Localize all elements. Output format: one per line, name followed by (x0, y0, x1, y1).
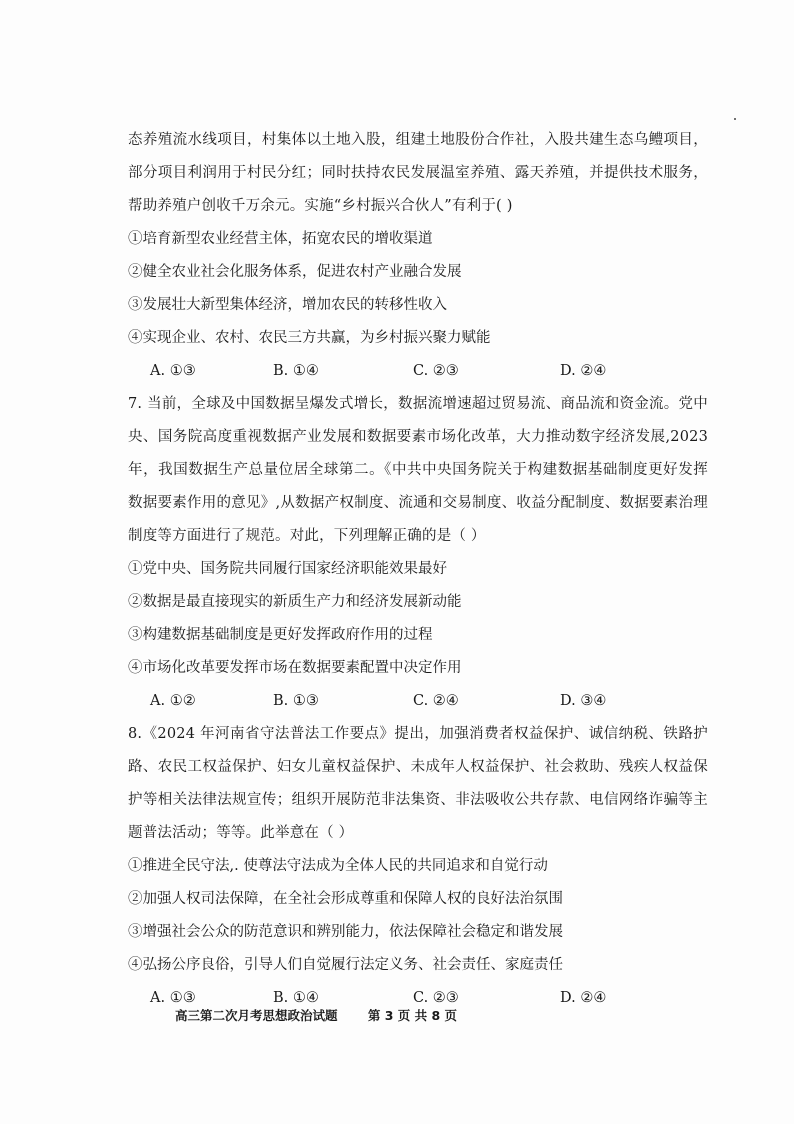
statement-option: ③构建数据基础制度是更好发挥政府作用的过程 (128, 627, 433, 643)
statement-option: ③增强社会公众的防范意识和辨别能力，依法保障社会稳定和谐发展 (128, 924, 563, 940)
choice-b: B. ①③ (273, 693, 319, 709)
statement-option: ①党中央、国务院共同履行国家经济职能效果最好 (128, 561, 447, 577)
statement-option: ③发展壮大新型集体经济，增加农民的转移性收入 (128, 297, 447, 313)
choice-d: D. ②④ (560, 363, 607, 379)
exam-title: 高三第二次月考思想政治试题 (175, 1008, 338, 1023)
statement-option: ④弘扬公序良俗，引导人们自觉履行法定义务、社会责任、家庭责任 (128, 957, 563, 973)
statement-option: ②健全农业社会化服务体系，促进农村产业融合发展 (128, 264, 462, 280)
page-content (128, 124, 708, 1015)
statement-option: ④实现企业、农村、农民三方共赢，为乡村振兴聚力赋能 (128, 330, 491, 346)
answer-choices (128, 685, 708, 718)
choice-c: C. ②③ (413, 363, 459, 379)
choice-c: C. ②③ (413, 990, 459, 1006)
question-stem: 态养殖流水线项目，村集体以土地入股，组建土地股份合作社，入股共建生态乌鳢项目，部分项目利润用于村民分红；同时扶持农民发展温室养殖、露天养殖，并提供技术服务，帮助养殖户创收千万余元。实施“乡村振兴合伙人”有利于( ) (128, 132, 708, 214)
answer-choices (128, 355, 708, 388)
choice-d: D. ③④ (560, 693, 607, 709)
choice-c: C. ②④ (413, 693, 459, 709)
question-stem: 8.《2024 年河南省守法普法工作要点》提出，加强消费者权益保护、诚信纳税、铁路护路、农民工权益保护、妇女儿童权益保护、未成年人权益保护、社会救助、残疾人权益保护等相关法律法规宣传；组织开展防范非法集资、非法吸收公共存款、电信网络诈骗等主题普法活动；等等。此举意在（ ） (128, 726, 708, 841)
page-footer (175, 1006, 457, 1024)
statement-option: ①培育新型农业经营主体，拓宽农民的增收渠道 (128, 231, 433, 247)
statement-option: ②数据是最直接现实的新质生产力和经济发展新动能 (128, 594, 462, 610)
question-stem: 7. 当前，全球及中国数据呈爆发式增长，数据流增速超过贸易流、商品流和资金流。党中央、国务院高度重视数据产业发展和数据要素市场化改革，大力推动数字经济发展,2023 年，我国数据生产总量位居全球第二。《中共中央国务院关于构建数据基础制度更好发挥数据要素作用的意见》,从数据产权制度、流通和交易制度、收益分配制度、数据要素治理制度等方面进行了规范。对此，下列理解正确的是（ ） (128, 396, 708, 544)
question-7 (128, 388, 708, 718)
choice-b: B. ①④ (273, 990, 319, 1006)
statement-option: ①推进全民守法,. 使尊法守法成为全体人民的共同追求和自觉行动 (128, 858, 548, 874)
question-8 (128, 718, 708, 1015)
page-number: 第 3 页 共 8 页 (367, 1008, 458, 1023)
question-6 (128, 124, 708, 388)
choice-d: D. ②④ (560, 990, 607, 1006)
statement-option: ②加强人权司法保障，在全社会形成尊重和保障人权的良好法治氛围 (128, 891, 563, 907)
choice-a: A. ①③ (150, 363, 196, 379)
scan-speck (734, 118, 736, 120)
choice-a: A. ①③ (150, 990, 196, 1006)
statement-option: ④市场化改革要发挥市场在数据要素配置中决定作用 (128, 660, 462, 676)
choice-a: A. ①② (150, 693, 196, 709)
choice-b: B. ①④ (273, 363, 319, 379)
